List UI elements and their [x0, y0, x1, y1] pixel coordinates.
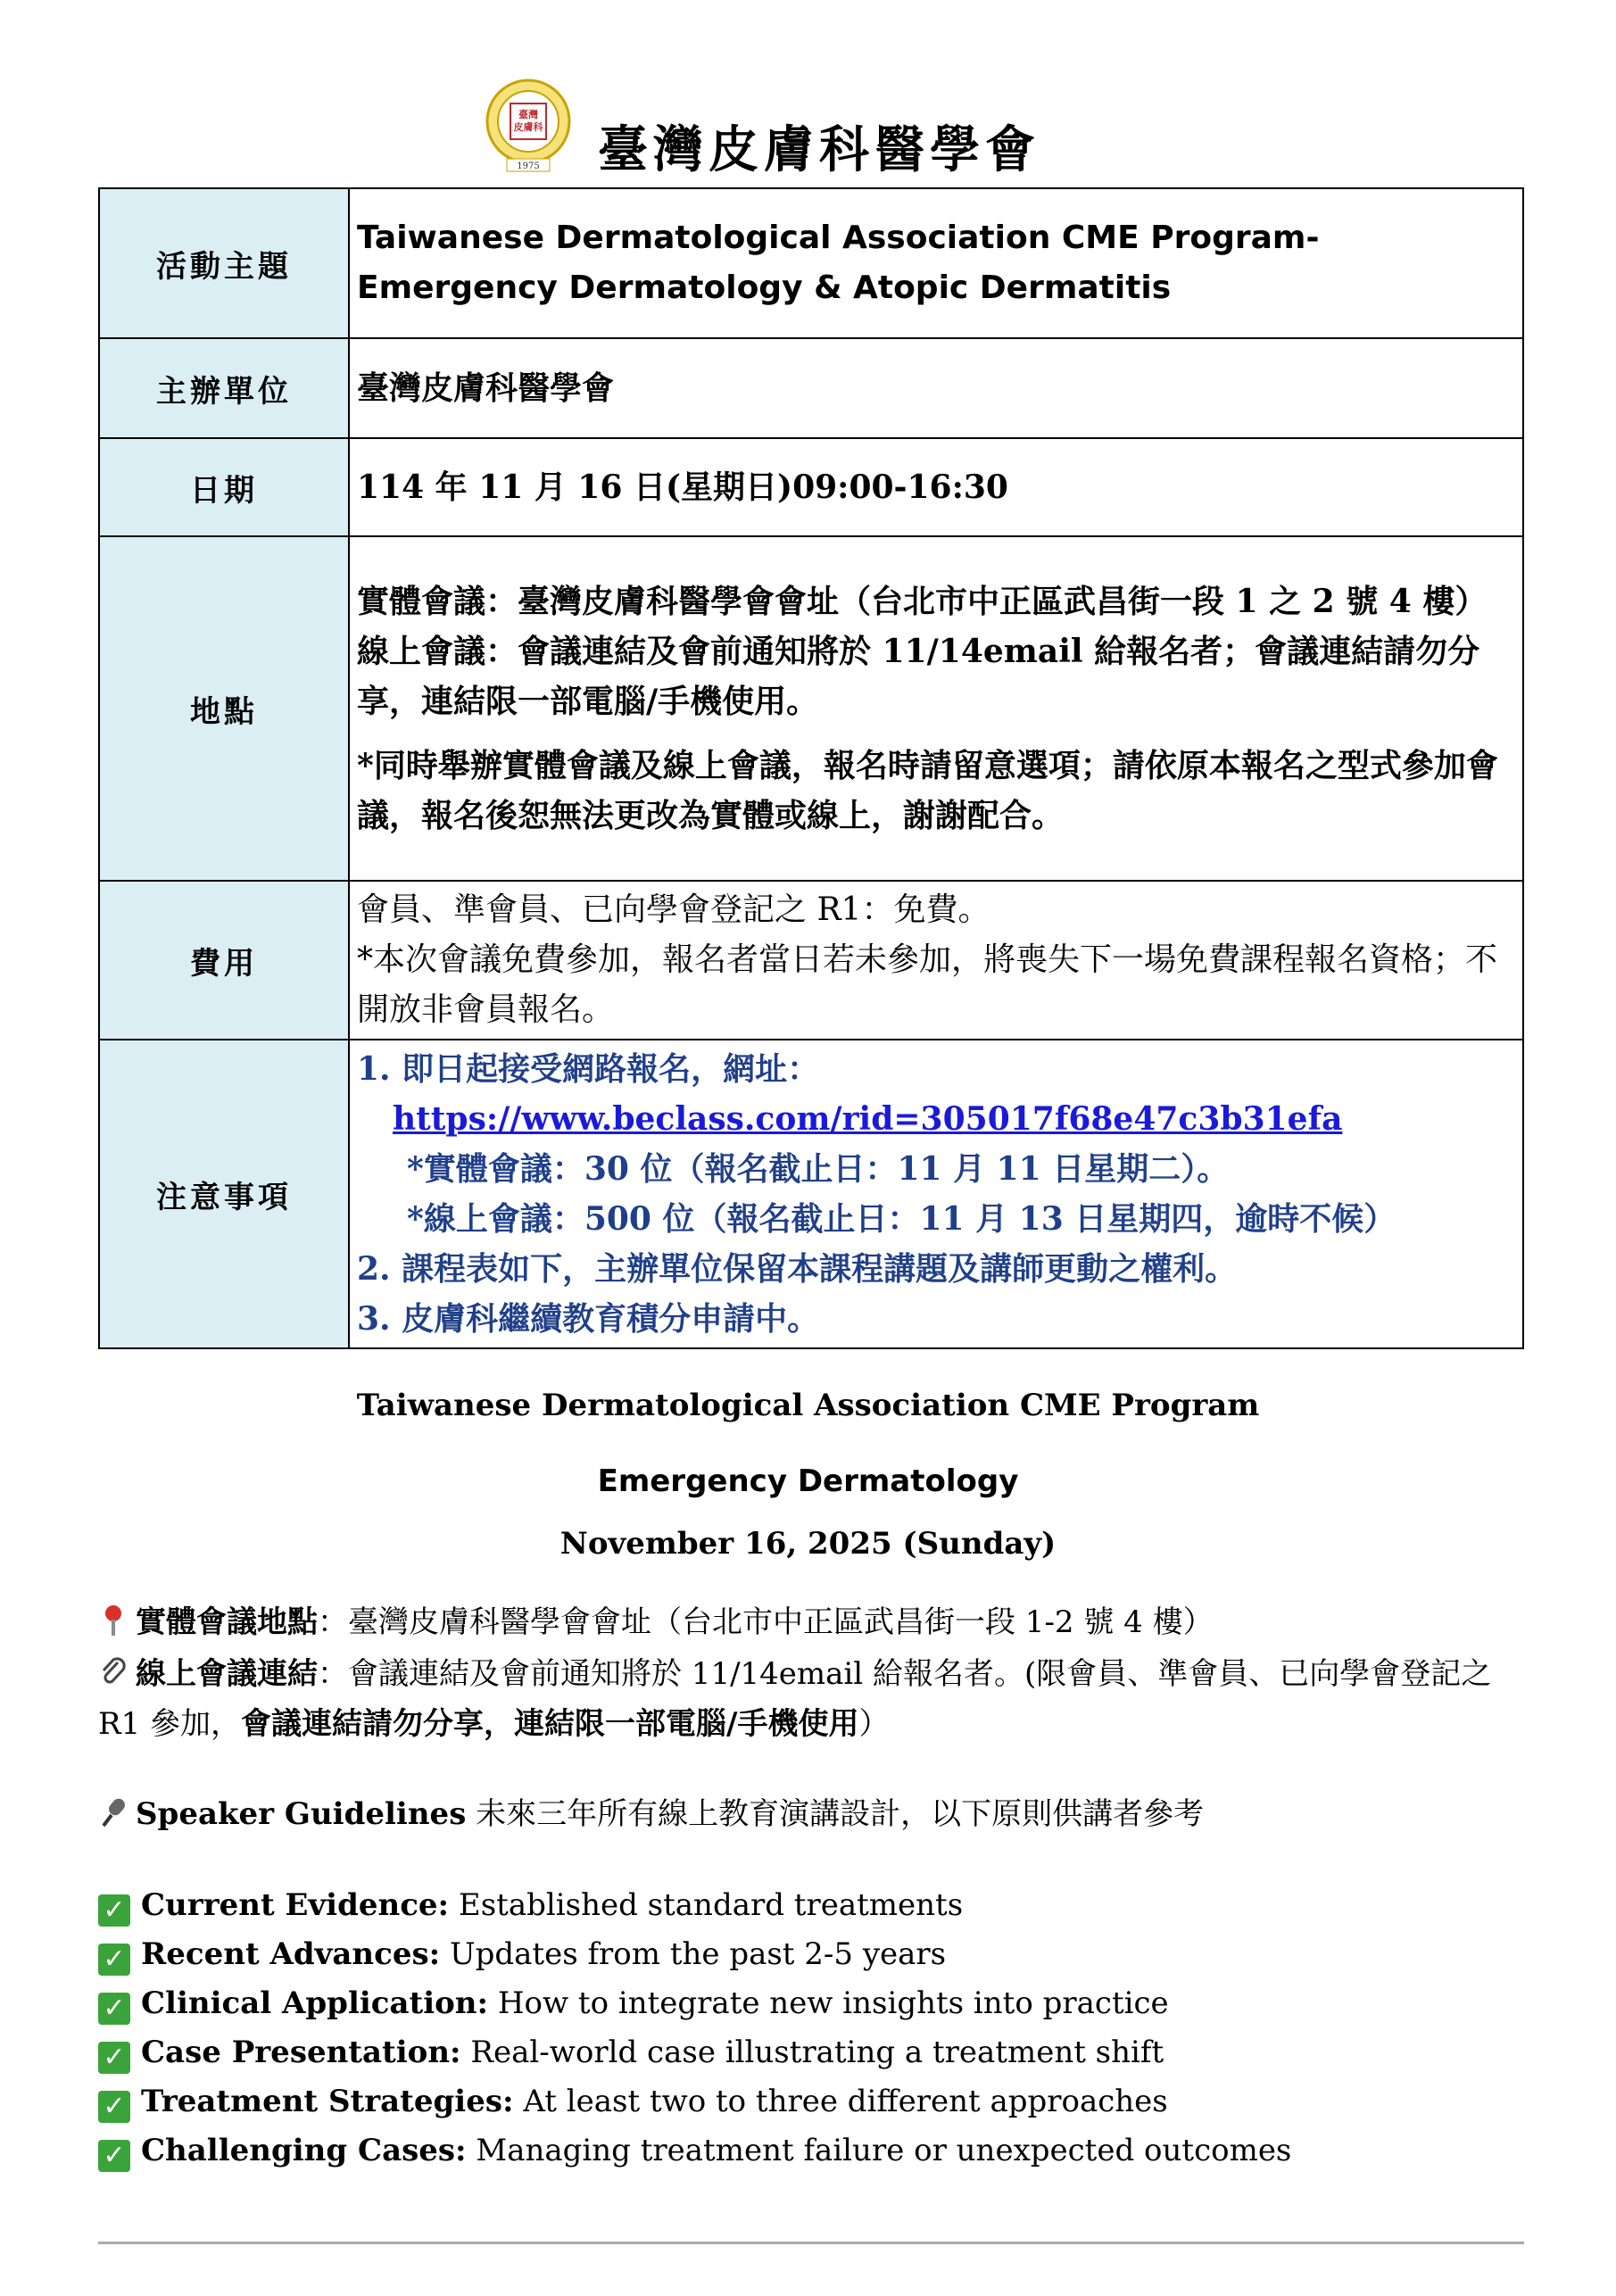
- guideline-term: Treatment Strategies:: [141, 2084, 514, 2119]
- registration-link[interactable]: https://www.beclass.com/rid=305017f68e47c3b31efa: [393, 1100, 1343, 1138]
- checkmark-icon: ✓: [98, 2140, 130, 2172]
- notes-online-quota: *線上會議：500 位（報名截止日：11 月 13 日星期四，逾時不候）: [407, 1200, 1396, 1238]
- program-title: Taiwanese Dermatological Association CME Program: [356, 1388, 1260, 1423]
- event-info-table: [98, 187, 1524, 1349]
- list-item: [98, 2028, 1526, 2077]
- venue-physical: [98, 1597, 1526, 1647]
- list-item: [98, 2077, 1526, 2126]
- pin-icon: [98, 1604, 128, 1637]
- speaker-guidelines-title: Speaker Guidelines: [136, 1796, 467, 1832]
- notes-item-1: 1. 即日起接受網路報名，網址：: [357, 1050, 820, 1088]
- list-item: [98, 2126, 1526, 2176]
- guideline-term: Recent Advances:: [141, 1936, 441, 1972]
- venue-physical-value: ：臺灣皮膚科醫學會會址（台北市中正區武昌街一段 1-2 號 4 樓）: [318, 1604, 1214, 1640]
- svg-text:皮膚科: 皮膚科: [513, 121, 543, 133]
- speaker-guidelines-desc: 未來三年所有線上教育演講設計，以下原則供講者參考: [466, 1796, 1205, 1832]
- checkmark-icon: ✓: [98, 1944, 130, 1976]
- location-physical: 實體會議：臺灣皮膚科醫學會會址（台北市中正區武昌街一段 1 之 2 號 4 樓）: [357, 583, 1488, 620]
- venue-online: [98, 1649, 1526, 1749]
- notes-item-3: 3. 皮膚科繼續教育積分申請中。: [357, 1300, 820, 1338]
- venue-online-label: 線上會議連結: [136, 1656, 318, 1692]
- theme-value: Taiwanese Dermatological Association CME Program- Emergency Dermatology & Atopic Dermatitis: [349, 188, 1523, 338]
- checkmark-icon: ✓: [98, 1894, 130, 1927]
- guideline-list: [98, 1881, 1526, 2176]
- date-label: 日期: [99, 438, 349, 536]
- guideline-term: Challenging Cases:: [141, 2133, 467, 2168]
- program-subtitle: Emergency Dermatology: [597, 1463, 1019, 1499]
- date-value: 114 年 11 月 16 日(星期日)09:00-16:30: [349, 438, 1523, 536]
- table-row: [99, 188, 1523, 338]
- fee-value: [349, 881, 1523, 1040]
- guideline-desc: Established standard treatments: [449, 1887, 964, 1923]
- checkmark-icon: ✓: [98, 2091, 130, 2123]
- guideline-term: Clinical Application:: [141, 1985, 489, 2021]
- svg-text:1975: 1975: [517, 162, 540, 171]
- guideline-desc: At least two to three different approaches: [513, 2084, 1168, 2119]
- list-item: [98, 1979, 1526, 2028]
- notes-value: [349, 1040, 1523, 1348]
- venue-online-end: ）: [858, 1706, 890, 1742]
- location-online: 線上會議：會議連結及會前通知將於 11/14email 給報名者；會議連結請勿分享，連結限一部電腦/手機使用。: [357, 633, 1480, 720]
- page-header: [473, 71, 1098, 187]
- venue-physical-label: 實體會議地點: [136, 1604, 318, 1640]
- venue-online-value: ：會議連結及會前通知將於 11/14email 給報名者。(限會員、準會員、已向學會登記之 R1 參加，: [98, 1656, 1492, 1742]
- checkmark-icon: ✓: [98, 1993, 130, 2025]
- microphone-icon: [98, 1795, 128, 1829]
- bottom-divider: [98, 2242, 1524, 2244]
- fee-line-2: *本次會議免費參加，報名者當日若未參加，將喪失下一場免費課程報名資格；不開放非會員報名。: [357, 941, 1498, 1028]
- location-note: *同時舉辦實體會議及線上會議，報名時請留意選項；請依原本報名之型式參加會議，報名後恕無法更改為實體或線上，謝謝配合。: [357, 747, 1498, 834]
- notes-physical-quota: *實體會議：30 位（報名截止日：11 月 11 日星期二）。: [407, 1150, 1230, 1188]
- table-row: [99, 438, 1523, 536]
- table-row: [99, 536, 1523, 881]
- svg-text:臺灣: 臺灣: [518, 109, 538, 120]
- organizer-label: 主辦單位: [99, 338, 349, 438]
- venue-online-bold: 會議連結請勿分享，連結限一部電腦/手機使用: [241, 1706, 859, 1742]
- guideline-desc: Real-world case illustrating a treatment shift: [460, 2035, 1164, 2070]
- fee-line-1: 會員、準會員、已向學會登記之 R1：免費。: [357, 891, 990, 928]
- location-label: 地點: [99, 536, 349, 881]
- speaker-guidelines-heading: [98, 1789, 1526, 1839]
- guideline-term: Case Presentation:: [141, 2035, 461, 2070]
- location-value: [349, 536, 1523, 881]
- organization-title: 臺灣皮膚科醫學會: [598, 120, 1040, 179]
- guideline-desc: How to integrate new insights into practice: [488, 1985, 1169, 2021]
- notes-label: 注意事項: [99, 1040, 349, 1348]
- guideline-term: Current Evidence:: [141, 1887, 450, 1923]
- guideline-desc: Managing treatment failure or unexpected outcomes: [466, 2133, 1292, 2168]
- table-row: [99, 881, 1523, 1040]
- guideline-desc: Updates from the past 2-5 years: [440, 1936, 947, 1972]
- notes-item-2: 2. 課程表如下，主辦單位保留本課程講題及講師更動之權利。: [357, 1250, 1238, 1288]
- fee-label: 費用: [99, 881, 349, 1040]
- list-item: [98, 1930, 1526, 1979]
- table-row: [99, 338, 1523, 438]
- theme-label: 活動主題: [99, 188, 349, 338]
- checkmark-icon: ✓: [98, 2042, 130, 2074]
- table-row: [99, 1040, 1523, 1348]
- association-logo: [484, 77, 573, 173]
- program-date: November 16, 2025 (Sunday): [559, 1526, 1057, 1562]
- list-item: [98, 1881, 1526, 1930]
- paperclip-icon: [98, 1655, 128, 1689]
- organizer-value: 臺灣皮膚科醫學會: [349, 338, 1523, 438]
